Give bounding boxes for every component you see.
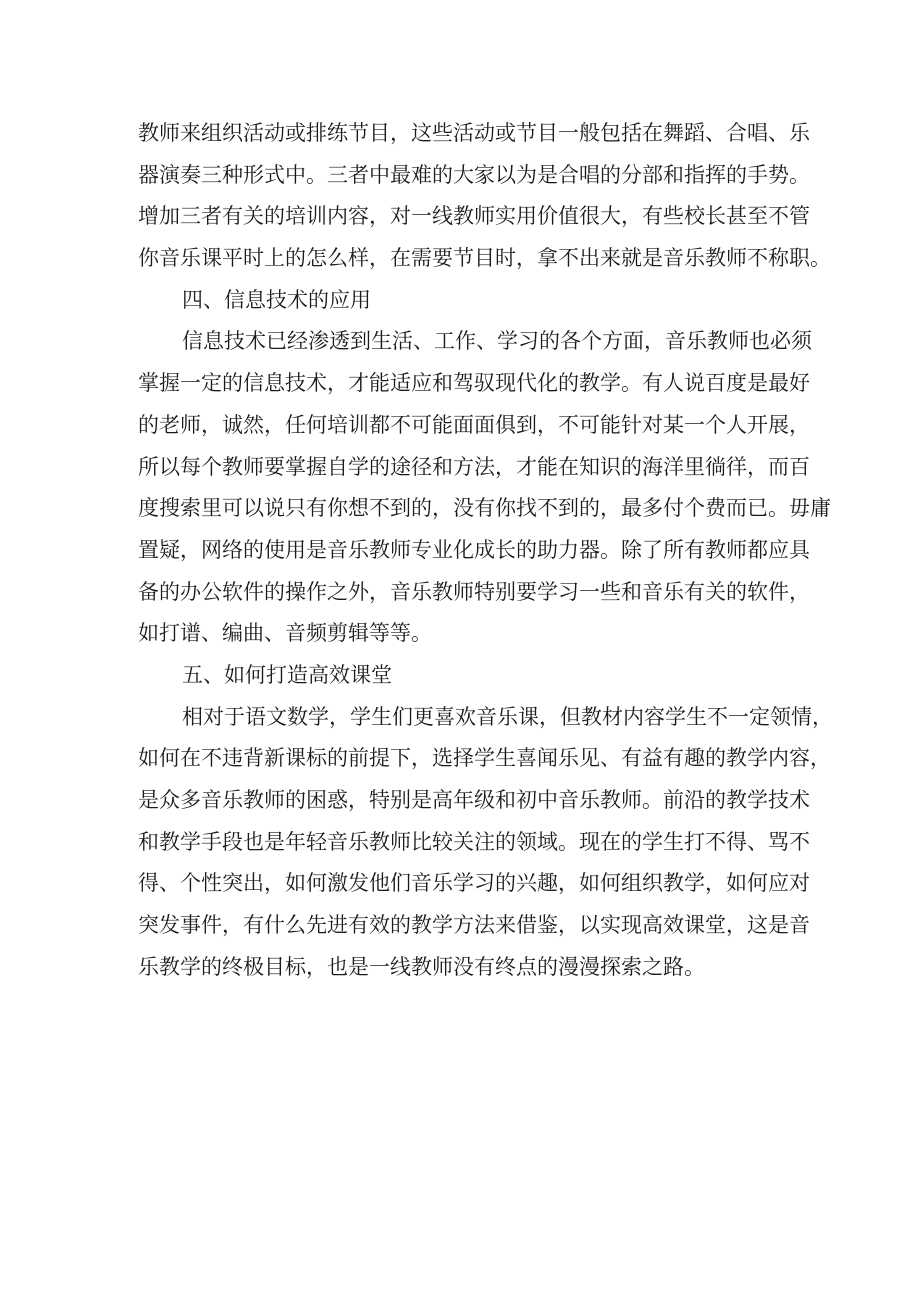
text-line: 器演奏三种形式中。三者中最难的大家以为是合唱的分部和指挥的手势。	[138, 162, 810, 187]
text-line: 掌握一定的信息技术，才能适应和驾驭现代化的教学。有人说百度是最好	[138, 371, 810, 396]
text-line: 教师来组织活动或排练节目，这些活动或节目一般包括在舞蹈、合唱、乐	[138, 121, 810, 145]
text-line: 备的办公软件的操作之外，音乐教师特别要学习一些和音乐有关的软件，	[138, 579, 810, 604]
text-line: 是众多音乐教师的困惑，特别是高年级和初中音乐教师。前沿的教学技术	[138, 788, 810, 812]
text-line: 所以每个教师要掌握自学的途径和方法，才能在知识的海洋里徜徉，而百	[138, 454, 810, 479]
text-line: 度搜索里可以说只有你想不到的，没有你找不到的，最多付个费而已。毋庸	[138, 496, 831, 521]
text-line: 乐教学的终极目标，也是一线教师没有终点的漫漫探索之路。	[138, 954, 705, 979]
document-body	[138, 113, 833, 988]
text-line: 置疑，网络的使用是音乐教师专业化成长的助力器。除了所有教师都应具	[138, 537, 810, 562]
section-heading-5: 五、如何打造高效课堂	[182, 662, 392, 687]
text-line: 如打谱、编曲、音频剪辑等等。	[138, 621, 432, 646]
text-line: 如何在不违背新课标的前提下，选择学生喜闻乐见、有益有趣的教学内容，	[138, 746, 831, 771]
text-line: 突发事件，有什么先进有效的教学方法来借鉴，以实现高效课堂，这是音	[138, 913, 810, 938]
text-line: 和教学手段也是年轻音乐教师比较关注的领域。现在的学生打不得、骂不	[138, 829, 810, 854]
text-line: 你音乐课平时上的怎么样，在需要节目时，拿不出来就是音乐教师不称职。	[138, 246, 831, 271]
text-line: 相对于语文数学，学生们更喜欢音乐课，但教材内容学生不一定领情，	[182, 704, 833, 729]
text-line: 增加三者有关的培训内容，对一线教师实用价值很大，有些校长甚至不管	[138, 204, 810, 229]
text-line: 得、个性突出，如何激发他们音乐学习的兴趣，如何组织教学，如何应对	[138, 871, 810, 896]
section-heading-4: 四、信息技术的应用	[182, 287, 371, 312]
text-line: 信息技术已经渗透到生活、工作、学习的各个方面，音乐教师也必须	[182, 329, 812, 354]
text-line: 的老师，诚然，任何培训都不可能面面俱到，不可能针对某一个人开展，	[138, 412, 810, 437]
